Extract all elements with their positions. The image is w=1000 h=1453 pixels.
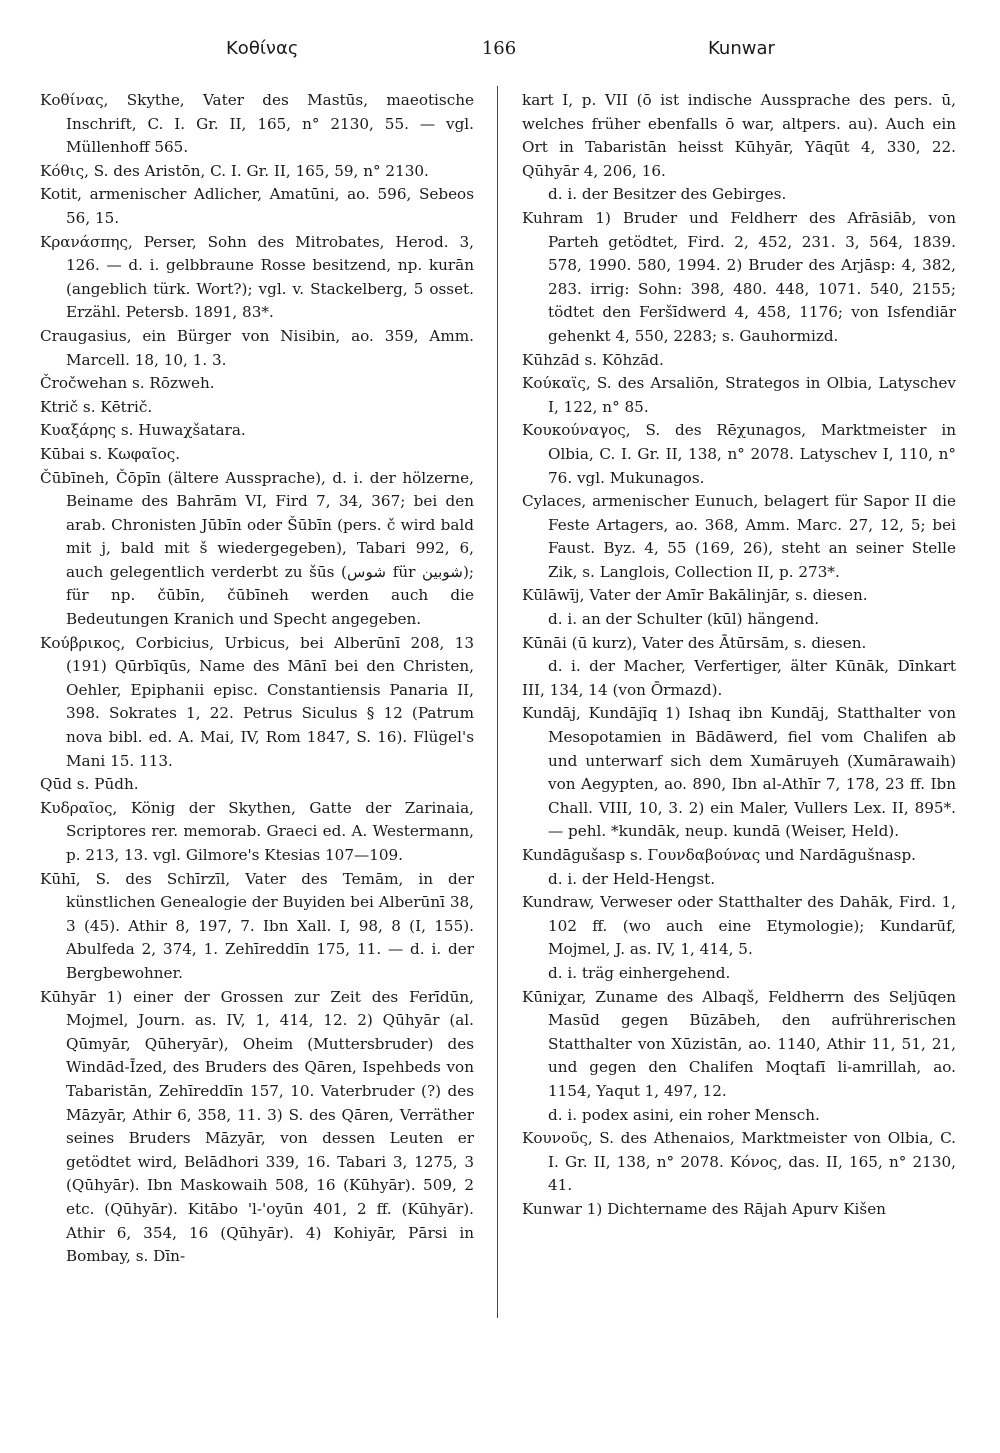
- running-head-right: Kunwar: [708, 38, 775, 59]
- entry: Kūlāwīj, Vater der Amīr Bakālinjār, s. diesen.: [522, 586, 868, 605]
- left-column: [40, 89, 474, 1269]
- entry: Κυδραῖος, König der Skythen, Gatte der Zarinaia, Scriptores rer. memorab. Graeci ed. A. Westermann, p. 213, 13. vgl. Gilmore's Ktesias 107—109.: [40, 798, 474, 864]
- entry-gloss: d. i. podex asini, ein roher Mensch.: [548, 1105, 820, 1124]
- entry: Kunwar 1) Dichtername des Rājah Apurv Kišen: [522, 1199, 886, 1218]
- entry: Kuhram 1) Bruder und Feldherr des Afrāsiāb, von Parteh getödtet, Fird. 2, 452, 231. 3, 564, 1839. 578, 1990. 580, 1994. 2) Bruder des Arjāsp: 4, 382, 283. irrig: Sohn: 398, 480. 448, 1071. 540, 2155; tödtet den Feršīdwerd 4, 458, 1176; von Isfendiār gehenkt 4, 550, 2283; s. Gauhormizd.: [522, 208, 956, 345]
- entry: Kundraw, Verweser oder Statthalter des Dahāk, Fird. 1, 102 ff. (wo auch eine Etymologie); Kundarūf, Mojmel, J. as. IV, 1, 414, 5.: [522, 893, 956, 959]
- entry: Κρανάσπης, Perser, Sohn des Mitrobates, Herod. 3, 126. — d. i. gelbbraune Rosse besitzend, np. kurān (angeblich türk. Wort?); vgl. v. Stackelberg, 5 osset. Erzähl. Petersb. 1891, 83*.: [40, 232, 474, 322]
- entry: Kūhyār 1) einer der Grossen zur Zeit des Ferīdūn, Mojmel, Journ. as. IV, 1, 414, 12. 2) Qūhyār (al. Qūmyār, Qūheryār), Oheim (Muttersbruder) des Windād-Īzed, des Bruders des Qāren, Ispehbeds von Tabaristān, Zehīreddīn 157, 10. Vaterbruder (?) des Māzyār, Athir 6, 358, 11. 3) S. des Qāren, Verräther seines Bruders Māzyār, von dessen Leuten er getödtet wird, Belādhori 339, 16. Tabari 3, 1275, 3 (Qūhyār). Ibn Maskowaih 508, 16 (Kūhyār). 509, 2 etc. (Qūhyār). Kitābo 'l-'oyūn 401, 2 ff. (Kūhyār). Athir 6, 354, 16 (Qūhyār). 4) Kohiyār, Pārsi in Bombay, s. Dīn-: [40, 987, 474, 1266]
- entry: Κουνοῦς, S. des Athenaios, Marktmeister von Olbia, C. I. Gr. II, 138, n° 2078. Κόνος, das. II, 165, n° 2130, 41.: [522, 1129, 956, 1195]
- page-header: [40, 38, 958, 68]
- running-head-left: Κοθίνας: [226, 38, 299, 59]
- entry-gloss: d. i. an der Schulter (kūl) hängend.: [548, 610, 820, 629]
- entry: Kūhzād s. Kōhzād.: [522, 350, 664, 369]
- entry: Čūbīneh, Čōpīn (ältere Aussprache), d. i. der hölzerne, Beiname des Bahrām VI, Fird 7, 34, 367; bei den arab. Chronisten Jūbīn oder Šūbīn (pers. č wird bald mit j, bald mit š wiedergegeben), Tabari 992, 6, auch gelegentlich verderbt zu šūs (شوس für شوبين); für np. čūbīn, čūbīneh werden auch die Bedeutungen Kranich und Specht angegeben.: [40, 468, 474, 629]
- entry: Čročwehan s. Rōzweh.: [40, 374, 215, 393]
- entry: Κόθις, S. des Aristōn, C. I. Gr. II, 165, 59, n° 2130.: [40, 161, 429, 180]
- entry: Kundāj, Kundājīq 1) Ishaq ibn Kundāj, Statthalter von Mesopotamien in Bādāwerd, fiel vom Chalifen ab und unterwarf sich dem Xumāruyeh (Xumārawaih) von Aegypten, ao. 890, Ibn al-Athīr 7, 178, 23 ff. Ibn Chall. VIII, 10, 3. 2) ein Maler, Vullers Lex. II, 895*. — pehl. *kundāk, neup. kundā (Weiser, Held).: [522, 704, 956, 841]
- entry: Kūhī, S. des Schīrzīl, Vater des Temām, in der künstlichen Genealogie der Buyiden bei Alberūnī 38, 3 (45). Athir 8, 197, 7. Ibn Xall. I, 98, 8 (I, 155). Abulfeda 2, 374, 1. Zehīreddīn 175, 11. — d. i. der Bergbewohner.: [40, 869, 474, 982]
- entry: Ktrič s. Kētrič.: [40, 397, 153, 416]
- entry: Kūnāi (ū kurz), Vater des Ātūrsām, s. diesen.: [522, 633, 867, 652]
- entry: Qūd s. Pūdh.: [40, 775, 139, 794]
- entry: Craugasius, ein Bürger von Nisibin, ao. 359, Amm. Marcell. 18, 10, 1. 3.: [40, 326, 474, 369]
- entry: Κούβρικος, Corbicius, Urbicus, bei Alberūnī 208, 13 (191) Qūrbīqūs, Name des Mānī bei den Christen, Oehler, Epiphanii episc. Constantiensis Panaria II, 398. Sokrates 1, 22. Petrus Siculus § 12 (Patrum nova bibl. ed. A. Mai, IV, Rom 1847, S. 16). Flügel's Mani 15. 113.: [40, 633, 474, 770]
- entry: Kūbai s. Κωφαῖος.: [40, 444, 181, 463]
- entry-continuation: kart I, p. VII (ō ist indische Aussprache des pers. ū, welches früher ebenfalls ō war, altpers. au). Auch ein Ort in Tabaristān heisst Kūhyār, Yāqūt 4, 330, 22. Qūhyār 4, 206, 16.: [522, 91, 956, 180]
- column-divider: [497, 86, 498, 1318]
- entry: Cylaces, armenischer Eunuch, belagert für Sapor II die Feste Artagers, ao. 368, Amm. Marc. 27, 12, 5; bei Faust. Byz. 4, 55 (169, 26), steht an seiner Stelle Zik, s. Langlois, Collection II, p. 273*.: [522, 492, 956, 581]
- entry: Κουκούναγος, S. des Rēχunagos, Marktmeister in Olbia, C. I. Gr. II, 138, n° 2078. Latyschev I, 110, n° 76. vgl. Mukunagos.: [522, 421, 956, 487]
- entry: Κοθίνας, Skythe, Vater des Mastūs, maeotische Inschrift, C. I. Gr. II, 165, n° 2130, 55. — vgl. Müllenhoff 565.: [40, 91, 474, 157]
- entry-gloss: d. i. der Macher, Verfertiger, älter Kūnāk, Dīnkart III, 134, 14 (von Ōrmazd).: [522, 657, 956, 699]
- entry-gloss: d. i. der Held-Hengst.: [548, 869, 716, 888]
- entry-gloss: d. i. träg einhergehend.: [548, 963, 731, 982]
- entry-gloss: d. i. der Besitzer des Gebirges.: [548, 185, 787, 204]
- entry: Kūniχar, Zuname des Albaqš, Feldherrn des Seljūqen Masūd gegen Būzābeh, den aufrührerischen Statthalter von Xūzistān, ao. 1140, Athir 11, 51, 21, und gegen den Chalifen Moqtafī li-amrillah, ao. 1154, Yaqut 1, 497, 12.: [522, 987, 956, 1100]
- right-column: [522, 89, 956, 1222]
- entry: Kotit, armenischer Adlicher, Amatūni, ao. 596, Sebeos 56, 15.: [40, 185, 474, 227]
- entry: Κούκαϊς, S. des Arsaliōn, Strategos in Olbia, Latyschev I, 122, n° 85.: [522, 374, 956, 416]
- entry: Kundāgušasp s. Γουνδαβούνας und Nardāgušnasp.: [522, 846, 916, 864]
- page-number: 166: [481, 38, 517, 59]
- entry: Κυαξάρης s. Huwaχšatara.: [40, 421, 246, 440]
